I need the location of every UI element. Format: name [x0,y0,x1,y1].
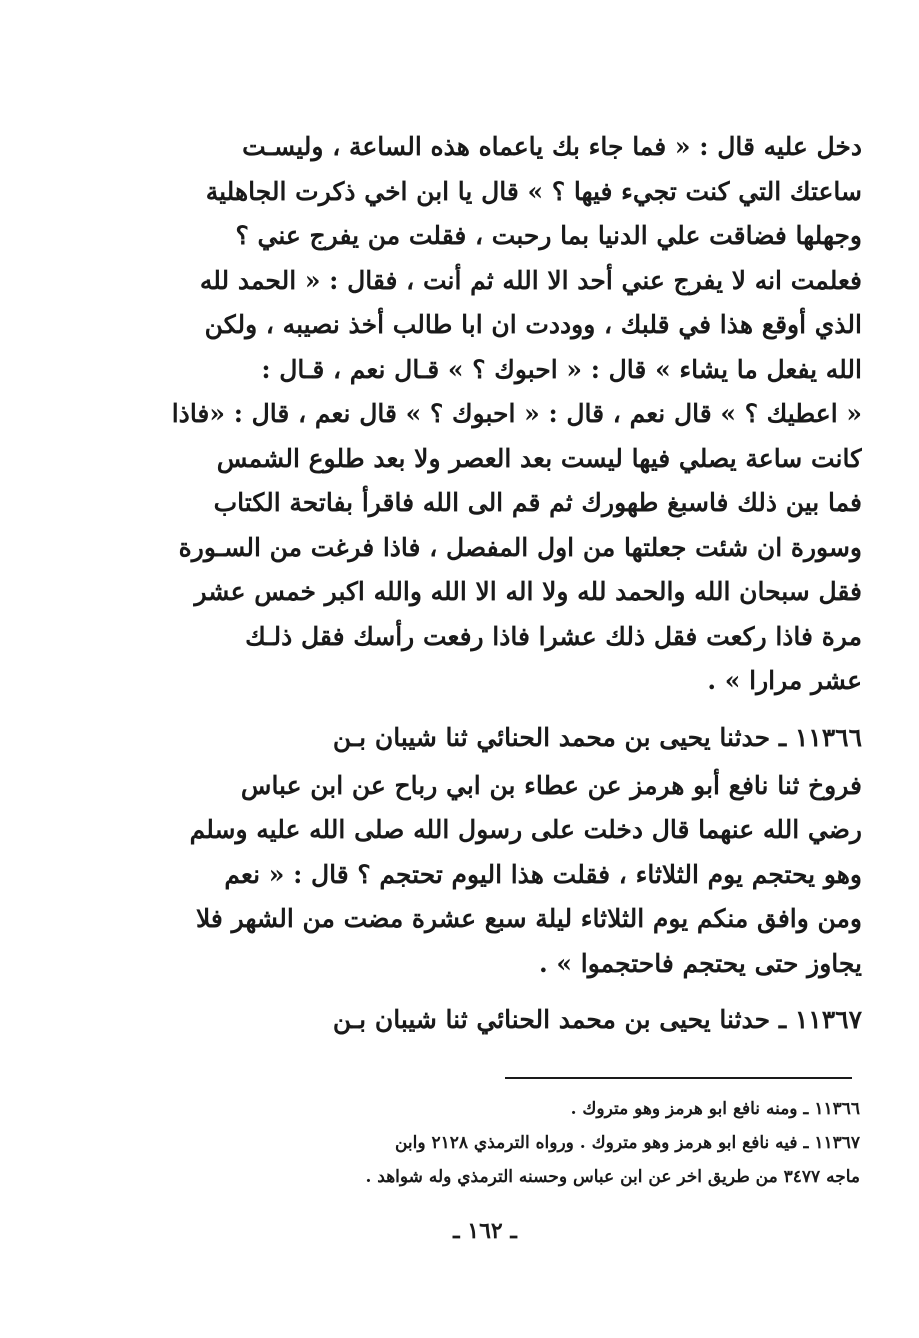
text-line: دخل عليه قال : « فما جاء بك ياعماه هذه الساعة ، وليسـت [242,132,862,161]
text-line: وهو يحتجم يوم الثلاثاء ، فقلت هذا اليوم تحتجم ؟ قال : « نعم [224,859,862,889]
hadith-heading-11367: ١١٣٦٧ ـ حدثنا يحيى بن محمد الحنائي ثنا شيبان بـن [332,1005,862,1034]
text-line: وسورة ان شئت جعلتها من اول المفصل ، فاذا فرغت من السـورة [178,532,862,562]
hadith-heading-11366: ١١٣٦٦ ـ حدثنا يحيى بن محمد الحنائي ثنا شيبان بـن [332,722,862,752]
text-line: فعلمت انه لا يفرج عني أحد الا الله ثم أنت ، فقال : « الحمد لله [199,265,862,295]
text-line: « اعطيك ؟ » قال نعم ، قال : « احبوك ؟ » قال نعم ، قال : «فاذا [171,399,862,428]
footnote-line: ١١٣٦٦ ـ ومنه نافع ابو هرمز وهو متروك . [570,1099,860,1119]
text-line: رضي الله عنهما قال دخلت على رسول الله صلى الله عليه وسلم [189,815,862,844]
text-line: مرة فاذا ركعت فقل ذلك عشرا فاذا رفعت رأسك فقل ذلـك [245,621,862,651]
text-line: كانت ساعة يصلي فيها ليست بعد العصر ولا بعد طلوع الشمس [216,443,862,473]
footnote-line: ماجه ٣٤٧٧ من طريق اخر عن ابن عباس وحسنه الترمذي وله شواهد . [365,1167,860,1187]
text-line: فروخ ثنا نافع أبو هرمز عن عطاء بن ابي رباح عن ابن عباس [240,770,862,800]
footnote-line: ١١٣٦٧ ـ فيه نافع ابو هرمز وهو متروك . ورواه الترمذي ٢١٢٨ وابن [394,1133,860,1153]
footnote-divider [505,1077,852,1079]
main-text [150,125,862,1046]
paragraph-gap [150,704,862,712]
text-line: وجهلها فضاقت علي الدنيا بما رحبت ، فقلت من يفرج عني ؟ [235,221,862,250]
text-line: ومن وافق منكم يوم الثلاثاء ليلة سبع عشرة مضت من الشهر فلا [196,904,862,933]
text-line: يجاوز حتى يحتجم فاحتجموا » . [539,948,862,978]
text-line: الله يفعل ما يشاء » قال : « احبوك ؟ » قـال نعم ، قـال : [261,354,862,384]
page-number: ـ ١٦٢ ـ [453,1218,517,1244]
text-line: فقل سبحان الله والحمد لله ولا اله الا الله والله اكبر خمس عشر [194,577,862,606]
text-line: ساعتك التي كنت تجيء فيها ؟ » قال يا ابن اخي ذكرت الجاهلية [205,176,862,206]
text-line: فما بين ذلك فاسبغ طهورك ثم قم الى الله فاقرأ بفاتحة الكتاب [213,488,862,517]
text-line: عشر مرارا » . [707,666,862,695]
text-line: الذي أوقع هذا في قلبك ، ووددت ان ابا طالب أخذ نصيبه ، ولكن [204,310,862,339]
paragraph-gap [150,986,862,994]
footnotes [148,1092,860,1194]
